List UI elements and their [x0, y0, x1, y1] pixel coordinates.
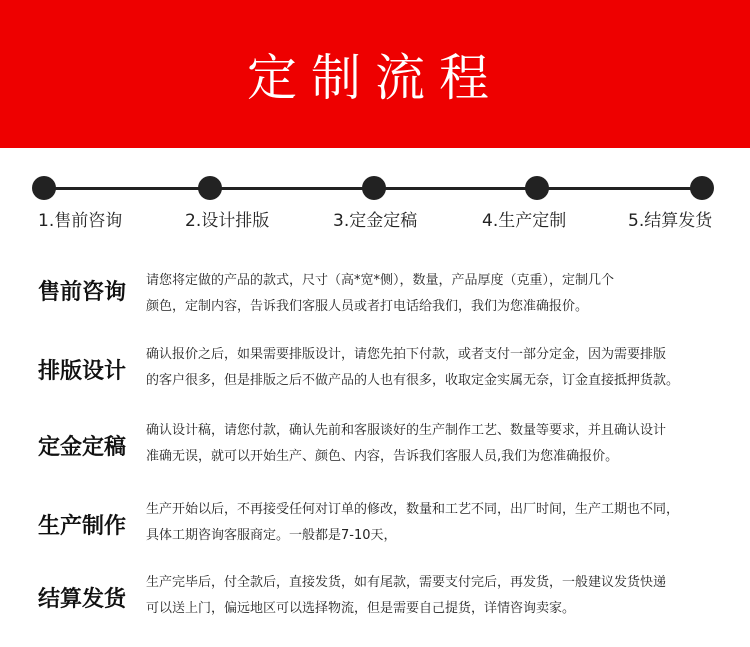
- timeline-dot-3: [362, 176, 386, 200]
- timeline-label-3: 3.定金定稿: [333, 211, 418, 231]
- section-line: 生产完毕后，付全款后，直接发货，如有尾款，需要支付完后，再发货，一般建议发货快递: [146, 575, 667, 590]
- section-title: 生产制作: [38, 514, 127, 539]
- timeline-label-1: 1.售前咨询: [38, 211, 123, 231]
- section-line: 生产开始以后，不再接受任何对订单的修改，数量和工艺不同，出厂时间，生产工期也不同，: [146, 502, 680, 517]
- section-line: 的客户很多，但是排版之后不做产品的人也有很多，收取定金实属无奈，订金直接抵押货款。: [146, 373, 680, 388]
- section-title: 定金定稿: [38, 435, 127, 460]
- section-text: [146, 268, 736, 320]
- timeline-label-5: 5.结算发货: [628, 211, 713, 231]
- section-line: 请您将定做的产品的款式，尺寸（高*宽*侧），数量，产品厚度（克重），定制几个: [146, 273, 615, 288]
- section-text: [146, 570, 736, 622]
- timeline-dot-4: [525, 176, 549, 200]
- section-line: 可以送上门，偏远地区可以选择物流，但是需要自己提货，详情咨询卖家。: [146, 601, 576, 616]
- section-title: 售前咨询: [38, 280, 127, 305]
- process-timeline: [0, 148, 750, 248]
- section-title: 结算发货: [38, 587, 127, 612]
- section-text: [146, 418, 736, 470]
- timeline-label-2: 2.设计排版: [185, 211, 270, 231]
- header-banner: [0, 0, 750, 148]
- page-title: 定制流程: [247, 49, 503, 107]
- timeline-dot-2: [198, 176, 222, 200]
- section-title: 排版设计: [38, 359, 127, 384]
- section-line: 确认设计稿，请您付款，确认先前和客服谈好的生产制作工艺、数量等要求，并且确认设计: [146, 423, 667, 438]
- section-line: 具体工期咨询客服商定。一般都是7-10天，: [146, 528, 397, 543]
- timeline-label-4: 4.生产定制: [482, 211, 567, 231]
- section-line: 确认报价之后，如果需要排版设计，请您先拍下付款，或者支付一部分定金，因为需要排版: [146, 347, 667, 362]
- section-text: [146, 342, 736, 394]
- timeline-dot-5: [690, 176, 714, 200]
- timeline-dot-1: [32, 176, 56, 200]
- section-line: 准确无误，就可以开始生产、颜色、内容，告诉我们客服人员,我们为您准确报价。: [146, 449, 619, 464]
- section-line: 颜色，定制内容，告诉我们客服人员或者打电话给我们，我们为您准确报价。: [146, 299, 589, 314]
- section-text: [146, 497, 736, 549]
